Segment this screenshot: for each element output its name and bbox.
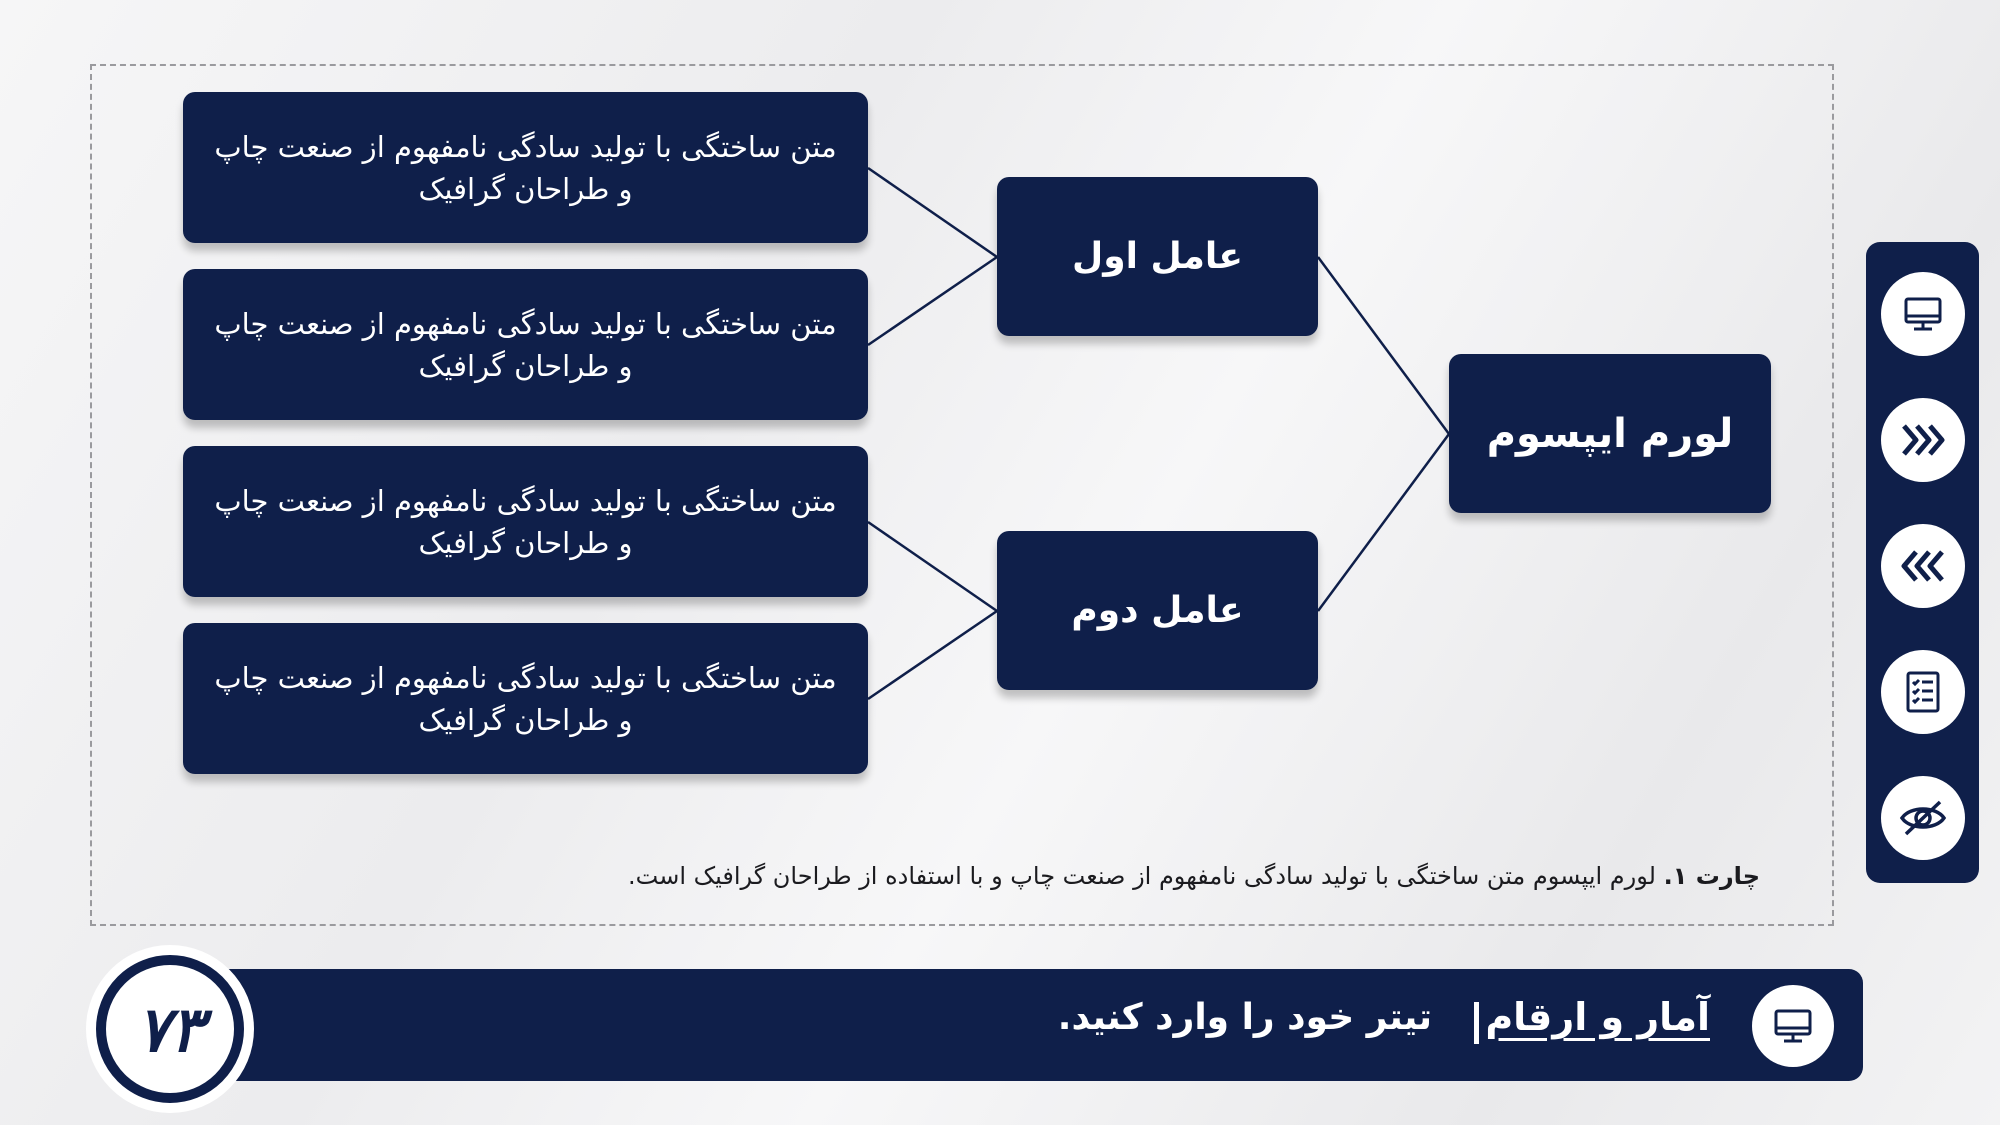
leaf-text-4: متن ساختگی با تولید سادگی نامفهوم از صنعت چاپ و طراحان گرافیک [214,660,837,737]
root-box [1449,354,1771,513]
side-toolbar [1866,242,1979,883]
leaf-box-1 [183,92,868,243]
hide-button[interactable] [1881,776,1965,860]
caption-text: لورم ایپسوم متن ساختگی با تولید سادگی نامفهوم از صنعت چاپ و با استفاده از طراحان گرافیک است. [628,862,1656,890]
checklist-button[interactable] [1881,650,1965,734]
leaf-text-2: متن ساختگی با تولید سادگی نامفهوم از صنعت چاپ و طراحان گرافیک [214,306,837,383]
factor-label-2: عامل دوم [1071,590,1244,631]
page-number-badge [86,945,254,1113]
leaf-box-2 [183,269,868,420]
page-number-ring [96,955,244,1103]
footer-title[interactable]: آمار و ارقام [1485,995,1710,1039]
chart-caption [460,862,1760,890]
monitor-icon [1901,292,1945,336]
leaf-box-3 [183,446,868,597]
eye-off-icon [1898,796,1948,840]
checklist-icon [1901,668,1945,716]
factor-label-1: عامل اول [1071,236,1244,277]
factor-box-1 [997,177,1318,336]
monitor-button[interactable] [1881,272,1965,356]
page-number: ۷۳ [136,992,204,1066]
monitor-icon [1771,1004,1815,1048]
leaf-text-1: متن ساختگی با تولید سادگی نامفهوم از صنعت چاپ و طراحان گرافیک [214,129,837,206]
chevrons-right-icon [1898,418,1948,462]
leaf-box-4 [183,623,868,774]
chevrons-left-icon [1898,544,1948,588]
previous-button[interactable] [1881,524,1965,608]
next-button[interactable] [1881,398,1965,482]
footer-separator [1474,1002,1479,1044]
root-label: لورم ایپسوم [1486,410,1734,457]
factor-box-2 [997,531,1318,690]
footer-icon-badge [1752,985,1834,1067]
footer-subtitle: تیتر خود را وارد کنید. [1057,997,1432,1038]
leaf-text-3: متن ساختگی با تولید سادگی نامفهوم از صنعت چاپ و طراحان گرافیک [214,483,837,560]
caption-label: چارت ۱. [1663,862,1760,890]
